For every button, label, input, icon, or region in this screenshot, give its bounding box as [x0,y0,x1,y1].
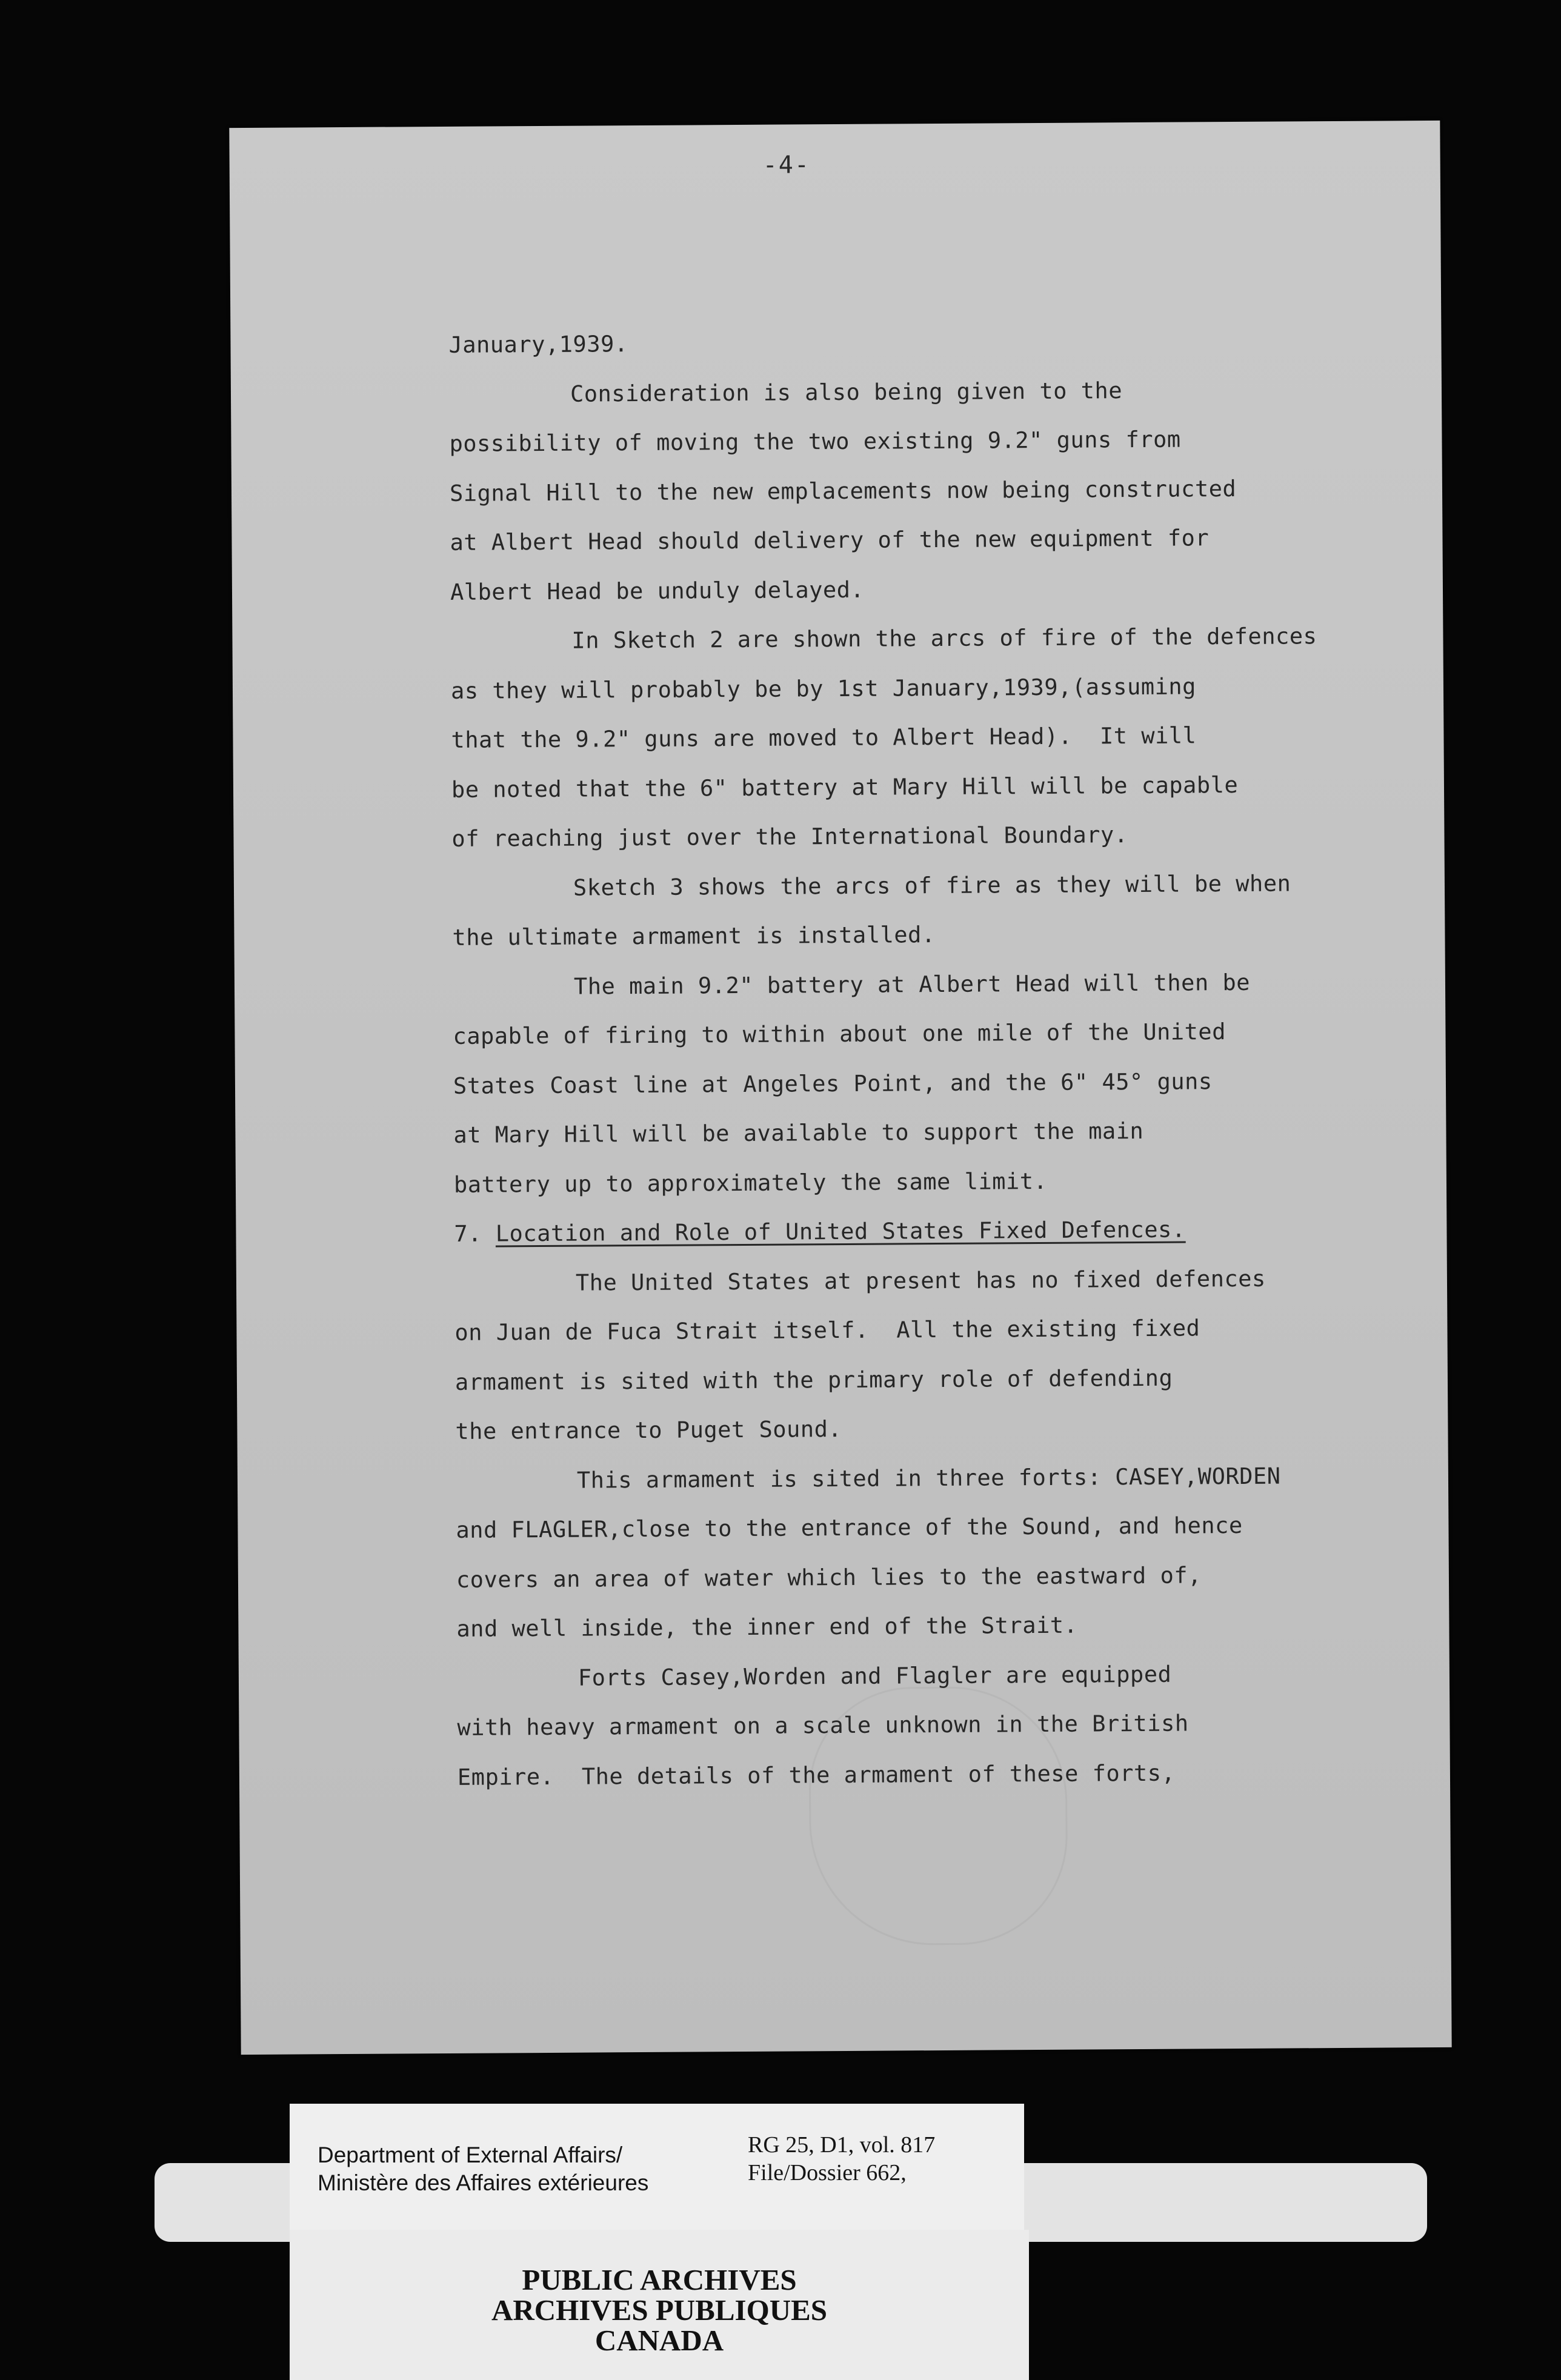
text-line: covers an area of water which lies to the eastward of, [456,1561,1202,1593]
text-line: and well inside, the inner end of the Strait. [456,1612,1078,1642]
stamp-line-2: ARCHIVES PUBLIQUES [491,2293,828,2327]
section-heading [454,1203,1399,1258]
text-line: that the 9.2" guns are moved to Albert Head). It will [451,722,1197,753]
text-line: This armament is sited in three forts: CASEY,WORDEN [576,1463,1281,1494]
stamp-text [290,2265,1029,2356]
section-number: 7. [454,1220,482,1247]
text-line: possibility of moving the two existing 9.2" guns from [449,426,1181,457]
text-line: be noted that the 6" battery at Mary Hill will be capable [451,771,1239,803]
text-line: on Juan de Fuca Strait itself. All the existing fixed [454,1315,1200,1346]
text-line: armament is sited with the primary role of defending [454,1365,1173,1395]
text-line: and FLAGLER,close to the entrance of the Sound, and hence [456,1512,1243,1543]
text-line: as they will probably be by 1st January,1939,(assuming [450,673,1197,704]
text-line: States Coast line at Angeles Point, and the 6" 45° guns [453,1068,1213,1099]
section-title: Location and Role of United States Fixed Defences. [495,1216,1186,1247]
paragraphs-after-heading [454,1253,1403,1802]
text-line: at Mary Hill will be available to support the main [453,1117,1144,1148]
file-reference [748,2131,935,2187]
document-body [448,314,1403,1801]
text-line: The main 9.2" battery at Albert Head will then be [573,969,1251,1000]
reference-line-2: File/Dossier 662, [748,2160,907,2186]
page-number: -4- [762,151,811,179]
text-line: the ultimate armament is installed. [452,922,936,951]
department-line-1: Department of External Affairs/ [318,2142,623,2167]
text-line: Consideration is also being given to the [570,377,1123,407]
stamp-line-1: PUBLIC ARCHIVES [522,2263,797,2296]
text-line: Albert Head be unduly delayed. [450,576,865,605]
text-line: Empire. The details of the armament of these forts, [457,1760,1176,1790]
text-line: Sketch 3 shows the arcs of fire as they will be when [573,869,1291,901]
text-line: with heavy armament on a scale unknown in the British [457,1710,1189,1741]
department-line-2: Ministère des Affaires extérieures [318,2170,649,2195]
stamp-line-3: CANADA [594,2324,724,2357]
text-line: January,1939. [448,331,628,358]
paragraphs-before-heading [448,314,1399,1209]
document-page [229,121,1451,2055]
text-line: The United States at present has no fixed defences [575,1265,1266,1296]
text-line: the entrance to Puget Sound. [455,1415,842,1444]
text-line: capable of firing to within about one mile of the United [453,1019,1226,1049]
department-name [318,2141,648,2197]
text-line: Signal Hill to the new emplacements now being constructed [449,475,1237,507]
archive-reference-label [290,2104,1024,2240]
text-line: In Sketch 2 are shown the arcs of fire of the defences [571,623,1317,654]
reference-line-1: RG 25, D1, vol. 817 [748,2132,936,2158]
text-line: at Albert Head should delivery of the new equipment for [450,525,1210,556]
public-archives-stamp [290,2230,1029,2380]
text-line: battery up to approximately the same limit. [453,1168,1048,1198]
text-line: Forts Casey,Worden and Flagler are equipped [577,1661,1172,1691]
text-line: of reaching just over the International Boundary. [451,822,1128,852]
